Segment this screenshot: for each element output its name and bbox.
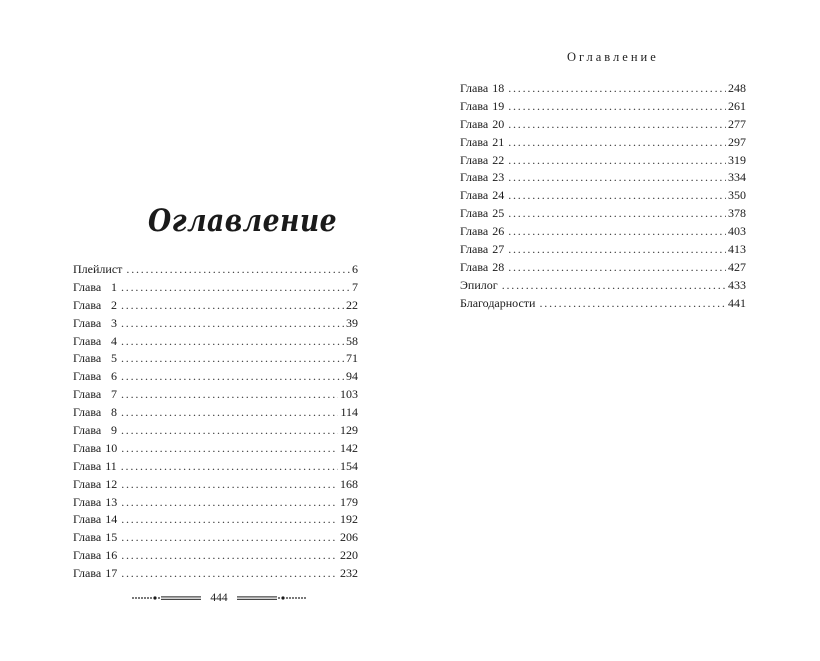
dot-leader <box>508 170 726 185</box>
toc-entry-label <box>460 117 504 132</box>
toc-entry <box>73 387 358 405</box>
toc-entry-number: 26 <box>492 224 505 239</box>
toc-entry-page: 277 <box>728 116 746 131</box>
toc-entry-label <box>73 548 117 563</box>
toc-entry-title: Благодарности <box>460 295 536 310</box>
toc-entry <box>460 135 746 153</box>
toc-entry <box>73 423 358 441</box>
toc-entry <box>460 117 746 135</box>
toc-entry-page: 319 <box>728 152 746 167</box>
dot-leader <box>121 441 338 456</box>
toc-entry-title: Плейлист <box>73 262 123 276</box>
toc-entry-label <box>73 280 117 295</box>
toc-entry-number: 8 <box>111 405 117 420</box>
toc-entry-title: Глава <box>73 387 102 402</box>
toc-entry-title: Глава <box>73 494 102 509</box>
toc-entry-title: Глава <box>73 548 102 563</box>
toc-entry-label <box>73 405 117 420</box>
dot-leader <box>121 298 344 313</box>
dot-leader <box>121 334 344 349</box>
toc-entry <box>73 334 358 352</box>
toc-entry-title: Эпилог <box>460 277 498 292</box>
toc-entry-label <box>73 512 117 527</box>
toc-entry-number: 27 <box>492 242 505 257</box>
toc-entry-page: 71 <box>346 351 358 366</box>
toc-entry-page: 6 <box>352 262 358 276</box>
dot-leader <box>126 262 350 277</box>
toc-entry-label <box>460 296 535 311</box>
toc-entry <box>460 242 746 260</box>
toc-entry-number: 6 <box>111 369 117 384</box>
dot-leader <box>121 495 338 510</box>
toc-entry <box>73 548 358 566</box>
toc-entry-label <box>460 170 504 185</box>
toc-entry-page: 433 <box>728 277 746 292</box>
toc-entry-number: 16 <box>105 548 118 563</box>
toc-entry-title: Глава <box>460 81 489 95</box>
toc-entry-label <box>73 566 117 581</box>
dot-leader <box>121 566 338 581</box>
toc-list-left <box>73 262 358 584</box>
toc-entry-number: 28 <box>492 259 505 274</box>
toc-entry-page: 441 <box>728 295 746 310</box>
toc-entry <box>73 351 358 369</box>
toc-entry-number: 7 <box>111 387 117 402</box>
toc-entry-number: 24 <box>492 188 505 203</box>
dot-leader <box>121 423 338 438</box>
toc-entry <box>73 405 358 423</box>
toc-entry-label <box>460 99 504 114</box>
right-page <box>410 0 820 661</box>
toc-entry-title: Глава <box>460 152 489 167</box>
toc-entry-page: 297 <box>728 134 746 149</box>
toc-entry <box>460 99 746 117</box>
toc-entry-page: 232 <box>340 566 358 581</box>
dot-leader <box>121 548 338 563</box>
toc-entry <box>73 477 358 495</box>
toc-entry-title: Глава <box>460 206 489 221</box>
toc-entry-title: Глава <box>460 116 489 131</box>
toc-entry-title: Глава <box>73 351 102 366</box>
toc-entry-label <box>460 242 504 257</box>
toc-entry-title: Глава <box>460 259 489 274</box>
toc-entry-label <box>73 262 122 277</box>
running-head: Оглавление <box>567 50 659 64</box>
toc-entry-label <box>73 351 117 366</box>
toc-entry-label <box>460 135 504 150</box>
toc-entry-number: 20 <box>492 116 505 131</box>
toc-entry-page: 94 <box>346 369 358 384</box>
toc-entry-page: 220 <box>340 548 358 563</box>
toc-entry-page: 22 <box>346 297 358 312</box>
toc-entry-number: 11 <box>105 458 117 473</box>
toc-entry-title: Глава <box>73 476 102 491</box>
toc-entry-title: Глава <box>73 530 102 545</box>
dot-leader <box>121 316 344 331</box>
toc-entry-page: 114 <box>340 405 358 420</box>
toc-entry-label <box>460 153 504 168</box>
toc-entry-number: 12 <box>105 476 118 491</box>
dot-leader <box>508 188 726 203</box>
toc-entry-page: 350 <box>728 188 746 203</box>
toc-entry-number: 5 <box>111 351 117 366</box>
toc-entry <box>460 81 746 99</box>
toc-entry <box>73 280 358 298</box>
toc-entry-title: Глава <box>73 279 102 294</box>
toc-entry-page: 403 <box>728 224 746 239</box>
toc-entry-page: 103 <box>340 387 358 402</box>
dot-leader <box>121 530 338 545</box>
toc-entry-title: Глава <box>460 188 489 203</box>
toc-entry-label <box>73 316 117 331</box>
toc-entry-page: 378 <box>728 206 746 221</box>
toc-entry <box>73 459 358 477</box>
toc-entry <box>73 495 358 513</box>
dot-leader <box>121 369 344 384</box>
toc-entry-label <box>460 206 504 221</box>
toc-entry-number: 3 <box>111 315 117 330</box>
dot-leader <box>508 153 726 168</box>
toc-entry-title: Глава <box>73 315 102 330</box>
right-ornament-icon <box>237 593 307 603</box>
toc-entry-label <box>73 441 117 456</box>
dot-leader <box>121 351 344 366</box>
toc-entry-page: 334 <box>728 170 746 185</box>
toc-entry <box>460 224 746 242</box>
toc-entry <box>73 512 358 530</box>
toc-entry-page: 261 <box>728 98 746 113</box>
toc-entry-title: Глава <box>73 423 102 438</box>
toc-list-right <box>460 81 746 314</box>
toc-entry-label <box>73 459 117 474</box>
toc-entry-title: Глава <box>73 333 102 348</box>
toc-entry-label <box>460 278 498 293</box>
toc-entry-number: 15 <box>105 530 118 545</box>
page-footer <box>124 592 314 604</box>
toc-entry-page: 179 <box>340 494 358 509</box>
toc-entry-number: 18 <box>492 81 505 95</box>
toc-entry-title: Глава <box>460 170 489 185</box>
left-ornament-icon <box>131 593 201 603</box>
toc-entry-page: 7 <box>352 279 358 294</box>
toc-entry <box>460 188 746 206</box>
toc-entry <box>460 296 746 314</box>
toc-entry <box>73 441 358 459</box>
toc-entry-label <box>460 188 504 203</box>
toc-entry-title: Глава <box>460 134 489 149</box>
toc-entry-page: 129 <box>340 423 358 438</box>
toc-entry-title: Глава <box>460 242 489 257</box>
toc-entry-number: 4 <box>111 333 117 348</box>
toc-entry-title: Глава <box>73 440 102 455</box>
toc-entry-label <box>73 369 117 384</box>
toc-entry-page: 413 <box>728 242 746 257</box>
toc-entry-label <box>460 224 504 239</box>
toc-entry-number: 13 <box>105 494 118 509</box>
toc-entry-title: Глава <box>73 369 102 384</box>
page-title: Оглавление <box>148 203 338 239</box>
toc-entry <box>460 260 746 278</box>
toc-entry-label <box>73 387 117 402</box>
toc-entry-page: 168 <box>340 476 358 491</box>
dot-leader <box>508 260 726 275</box>
dot-leader <box>508 99 726 114</box>
toc-entry <box>460 153 746 171</box>
toc-entry-page: 192 <box>340 512 358 527</box>
dot-leader <box>508 206 726 221</box>
toc-entry-page: 58 <box>346 333 358 348</box>
dot-leader <box>502 278 726 293</box>
toc-entry-label <box>73 495 117 510</box>
toc-entry-number: 19 <box>492 98 505 113</box>
toc-entry-label <box>460 260 504 275</box>
toc-entry-title: Глава <box>73 458 102 473</box>
toc-entry <box>73 369 358 387</box>
toc-entry <box>73 566 358 584</box>
toc-entry <box>460 278 746 296</box>
toc-entry-number: 17 <box>105 566 118 581</box>
toc-entry-label <box>73 530 117 545</box>
toc-entry-number: 21 <box>492 134 505 149</box>
toc-entry-number: 25 <box>492 206 505 221</box>
toc-entry-title: Глава <box>73 512 102 527</box>
dot-leader <box>539 296 726 311</box>
toc-entry-number: 23 <box>492 170 505 185</box>
toc-entry-title: Глава <box>73 405 102 420</box>
toc-entry-label <box>73 477 117 492</box>
toc-entry <box>73 298 358 316</box>
toc-entry <box>73 316 358 334</box>
toc-entry-page: 39 <box>346 315 358 330</box>
dot-leader <box>121 405 338 420</box>
dot-leader <box>508 135 726 150</box>
toc-entry-number: 9 <box>111 423 117 438</box>
toc-entry-number: 10 <box>105 440 118 455</box>
toc-entry <box>73 530 358 548</box>
toc-entry-page: 154 <box>340 458 358 473</box>
dot-leader <box>121 477 338 492</box>
toc-entry-label <box>73 423 117 438</box>
dot-leader <box>121 280 350 295</box>
toc-entry-label <box>460 81 504 96</box>
dot-leader <box>508 242 726 257</box>
toc-entry-number: 1 <box>111 279 117 294</box>
toc-entry-number: 2 <box>111 297 117 312</box>
dot-leader <box>508 224 726 239</box>
dot-leader <box>121 387 338 402</box>
toc-entry-page: 142 <box>340 440 358 455</box>
dot-leader <box>508 81 726 96</box>
toc-entry <box>460 170 746 188</box>
toc-entry <box>73 262 358 280</box>
toc-entry-page: 248 <box>728 81 746 95</box>
toc-entry-number: 22 <box>492 152 505 167</box>
toc-entry-number: 14 <box>105 512 118 527</box>
page-number: 444 <box>210 592 228 604</box>
toc-entry-title: Глава <box>460 98 489 113</box>
toc-entry-label <box>73 334 117 349</box>
dot-leader <box>508 117 726 132</box>
dot-leader <box>121 459 338 474</box>
toc-entry-title: Глава <box>73 297 102 312</box>
toc-entry-title: Глава <box>460 224 489 239</box>
toc-entry-page: 427 <box>728 259 746 274</box>
toc-entry-label <box>73 298 117 313</box>
toc-entry <box>460 206 746 224</box>
dot-leader <box>121 512 338 527</box>
toc-entry-title: Глава <box>73 566 102 581</box>
toc-entry-page: 206 <box>340 530 358 545</box>
